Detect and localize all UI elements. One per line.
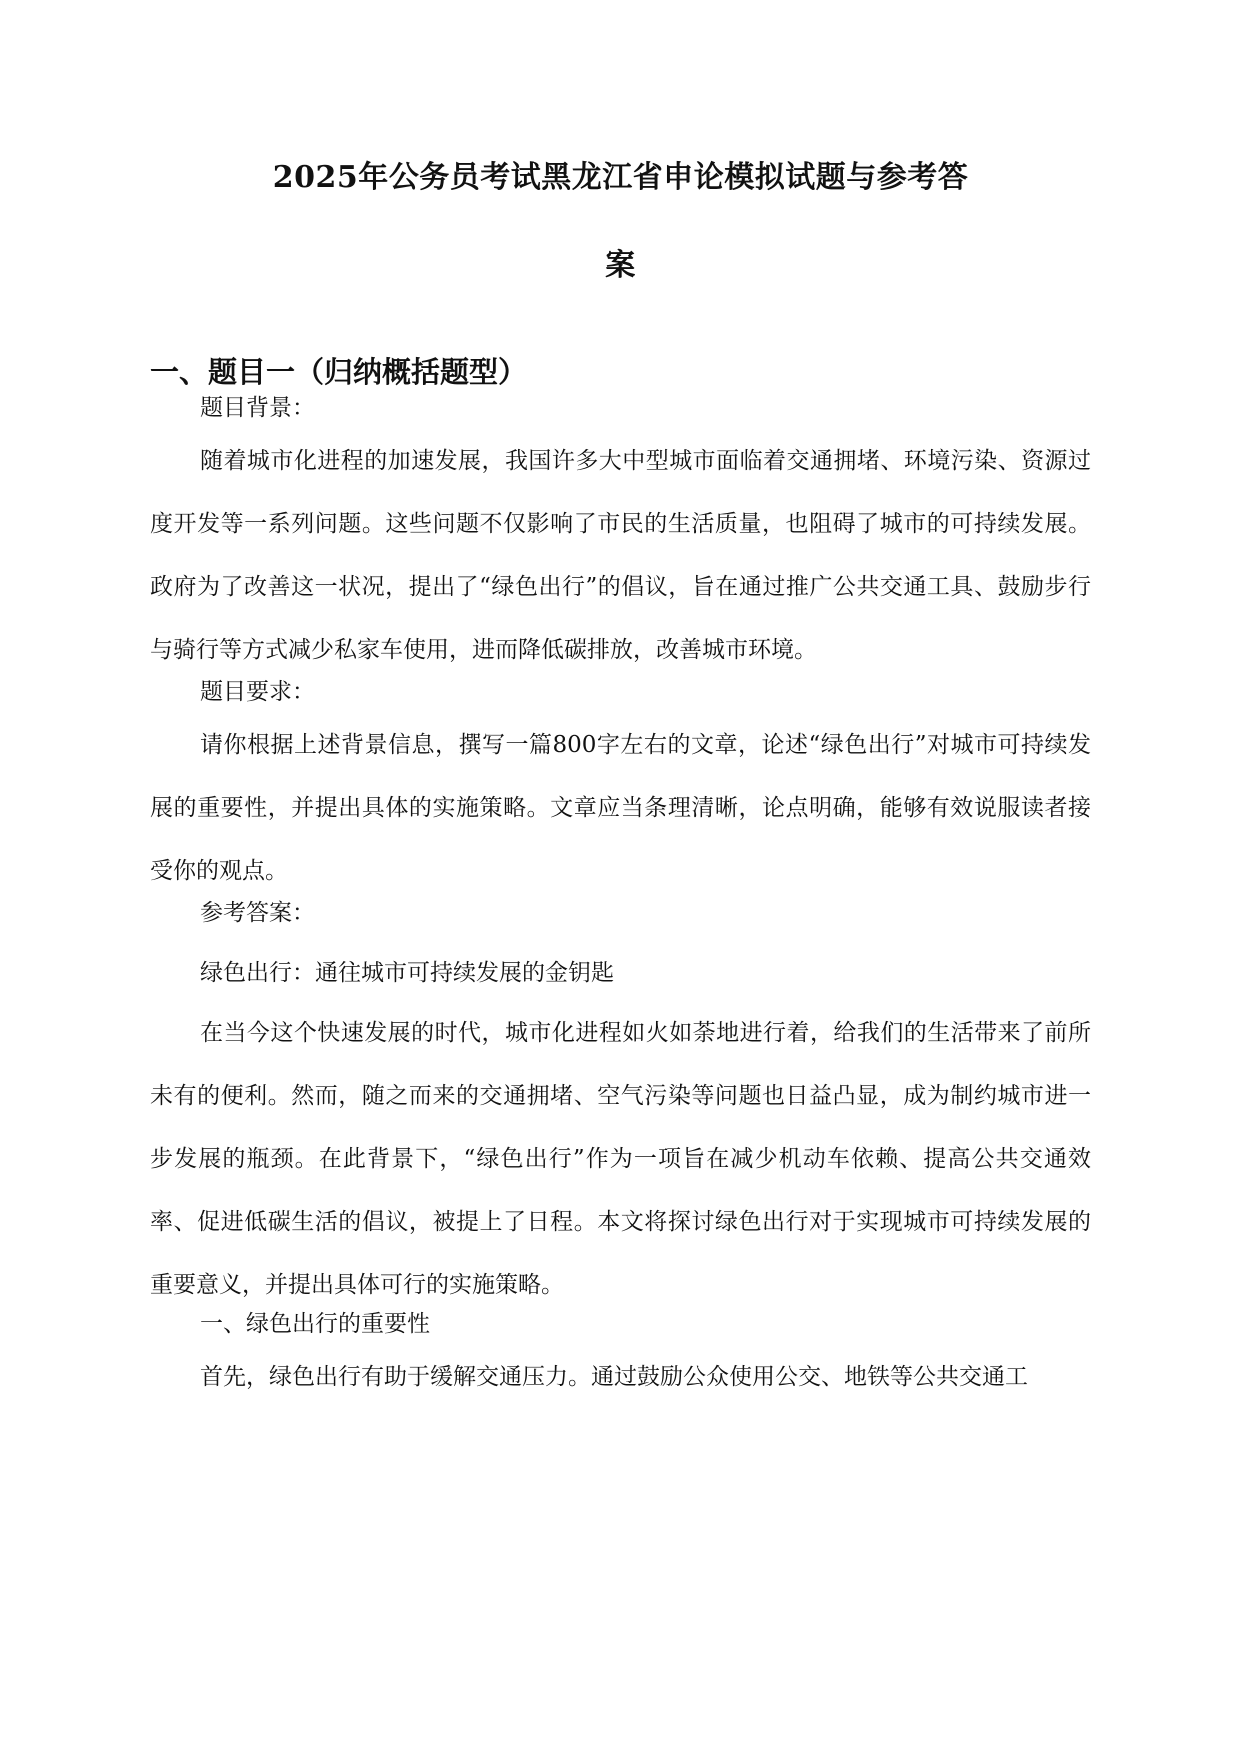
answer-label: 参考答案： xyxy=(200,900,315,926)
document-title-line2: 案 xyxy=(605,248,636,283)
section-heading-question1: 一、题目一（归纳概括题型） xyxy=(150,355,528,389)
background-paragraph: 随着城市化进程的加速发展，我国许多大中型城市面临着交通拥堵、环境污染、资源过度开发等一系列问题。这些问题不仅影响了市民的生活质量，也阻碍了城市的可持续发展。政府为了改善这一状况，提出了“绿色出行”的倡议，旨在通过推广公共交通工具、鼓励步行与骑行等方式减少私家车使用，进而降低碳排放，改善城市环境。 xyxy=(150,448,1091,663)
requirement-paragraph: 请你根据上述背景信息，撰写一篇800字左右的文章，论述“绿色出行”对城市可持续发展的重要性，并提出具体的实施策略。文章应当条理清晰，论点明确，能够有效说服读者接受你的观点。 xyxy=(150,732,1091,884)
requirement-label: 题目要求： xyxy=(200,679,315,705)
essay-paragraph-first: 首先，绿色出行有助于缓解交通压力。通过鼓励公众使用公交、地铁等公共交通工 xyxy=(200,1364,1028,1390)
essay-intro-paragraph: 在当今这个快速发展的时代，城市化进程如火如荼地进行着，给我们的生活带来了前所未有的便利。然而，随之而来的交通拥堵、空气污染等问题也日益凸显，成为制约城市进一步发展的瓶颈。在此背景下，“绿色出行”作为一项旨在减少机动车依赖、提高公共交通效率、促进低碳生活的倡议，被提上了日程。本文将探讨绿色出行对于实现城市可持续发展的重要意义，并提出具体可行的实施策略。 xyxy=(150,1020,1091,1298)
essay-subheading-importance: 一、绿色出行的重要性 xyxy=(200,1311,430,1337)
essay-title: 绿色出行：通往城市可持续发展的金钥匙 xyxy=(200,960,614,986)
document-title-line1: 2025年公务员考试黑龙江省申论模拟试题与参考答 xyxy=(272,160,969,195)
background-label: 题目背景： xyxy=(200,395,315,421)
